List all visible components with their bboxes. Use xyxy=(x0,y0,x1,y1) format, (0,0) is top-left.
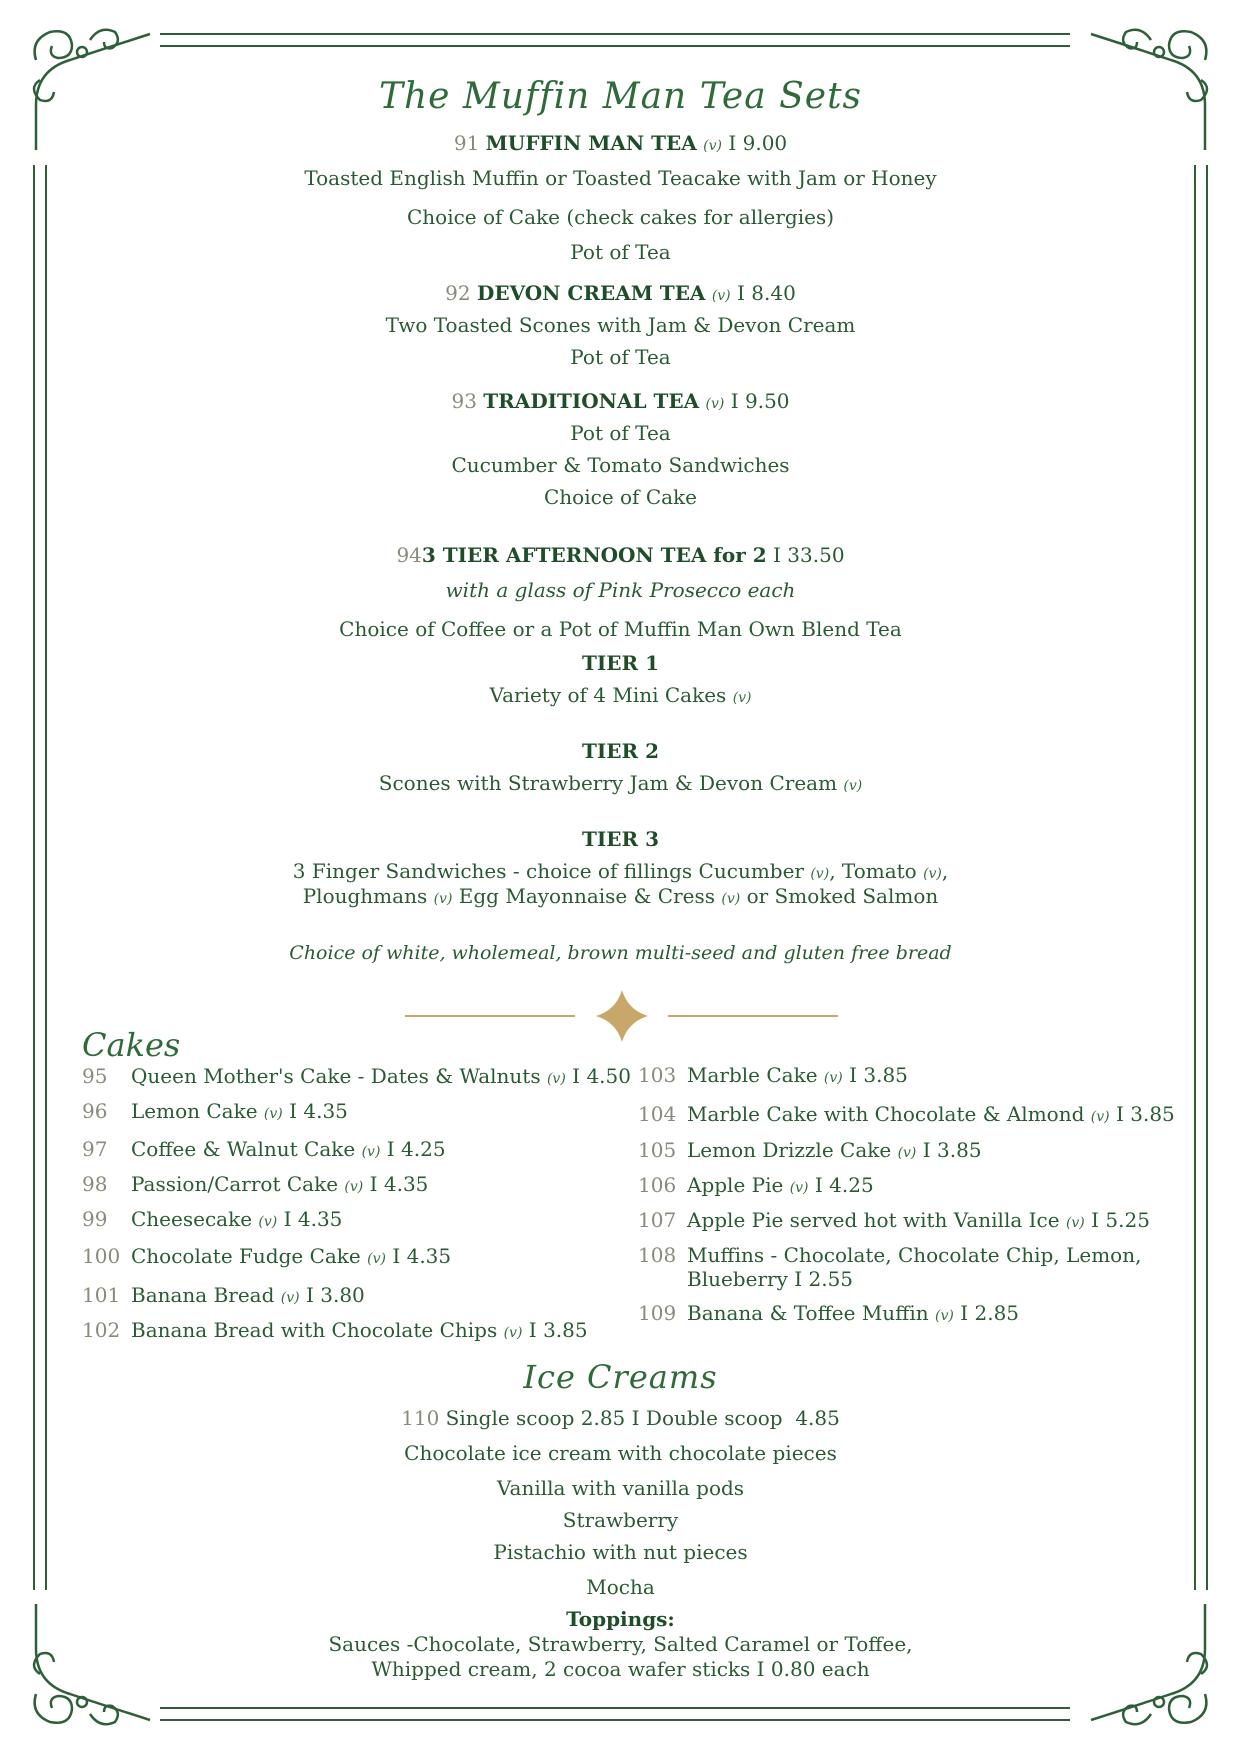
item-name: DEVON CREAM TEA xyxy=(476,281,706,305)
tier-text: Scones with Strawberry Jam & Devon Cream xyxy=(378,771,838,795)
veg-marker: (v) xyxy=(705,396,725,412)
veg-marker: (v) xyxy=(711,288,731,304)
item-number: 106 xyxy=(638,1173,677,1197)
item-number: 110 xyxy=(401,1406,440,1430)
item-name: Lemon Drizzle Cake xyxy=(687,1138,892,1162)
cake-row xyxy=(82,1136,446,1165)
item-price: 8.40 xyxy=(751,281,796,305)
item-number: 105 xyxy=(638,1138,677,1162)
ice-creams-title: Ice Creams xyxy=(523,1358,718,1396)
tier-text: Variety of 4 Mini Cakes xyxy=(489,683,727,707)
item-91-header xyxy=(0,130,1241,159)
item-price: 3.85 xyxy=(863,1063,908,1087)
separator: I xyxy=(756,1657,765,1681)
separator: I xyxy=(794,1267,803,1291)
item-price: 5.25 xyxy=(1105,1208,1150,1232)
tier-3-line-2 xyxy=(0,883,1241,912)
bread-note: Choice of white, wholemeal, brown multi-seed and gluten free bread xyxy=(289,942,952,964)
separator: I xyxy=(283,1207,292,1231)
separator: I xyxy=(289,1099,298,1123)
item-92-header xyxy=(0,280,1241,309)
cake-row xyxy=(638,1242,1141,1268)
cake-row xyxy=(638,1172,874,1201)
separator: I xyxy=(631,1406,640,1430)
item-94-header xyxy=(0,542,1241,568)
item-number: 98 xyxy=(82,1172,108,1196)
tier-1-text xyxy=(0,682,1241,711)
tier-text: or Smoked Salmon xyxy=(746,884,939,908)
item-91-line: Choice of Cake (check cakes for allergies) xyxy=(406,205,835,229)
item-name: Chocolate Fudge Cake xyxy=(131,1244,361,1268)
item-number: 100 xyxy=(82,1244,121,1268)
item-91-line: Toasted English Muffin or Toasted Teacake with Jam or Honey xyxy=(304,166,937,190)
separator: I xyxy=(737,281,745,305)
item-94-drink: Choice of Coffee or a Pot of Muffin Man Own Blend Tea xyxy=(339,617,902,641)
tier-text: , Tomato xyxy=(829,859,917,883)
cakes-title: Cakes xyxy=(82,1026,181,1064)
tea-sets-title: The Muffin Man Tea Sets xyxy=(378,76,863,117)
separator: I xyxy=(369,1172,378,1196)
flavour: Chocolate ice cream with chocolate pieces xyxy=(404,1441,837,1465)
item-price: 4.35 xyxy=(303,1099,348,1123)
item-price: 3.80 xyxy=(320,1283,365,1307)
veg-marker: (v) xyxy=(935,1308,954,1324)
tier-2-label: TIER 2 xyxy=(582,739,659,763)
cake-row xyxy=(82,1098,348,1127)
veg-marker: (v) xyxy=(280,1290,300,1306)
tier-text: 3 Finger Sandwiches - choice of fillings Cucumber xyxy=(292,859,804,883)
veg-marker: (v) xyxy=(923,866,942,882)
flavour: Mocha xyxy=(586,1575,655,1599)
separator: I xyxy=(305,1283,314,1307)
flavour: Vanilla with vanilla pods xyxy=(496,1476,745,1500)
separator: I xyxy=(392,1244,401,1268)
veg-marker: (v) xyxy=(344,1179,364,1195)
item-name: Muffins - Chocolate, Chocolate Chip, Lemon, xyxy=(687,1243,1142,1267)
item-name: 3 TIER AFTERNOON TEA for 2 xyxy=(421,543,767,567)
veg-marker: (v) xyxy=(703,138,722,154)
item-name: Lemon Cake xyxy=(131,1099,258,1123)
tier-3-label: TIER 3 xyxy=(582,827,659,851)
separator: I xyxy=(728,131,737,155)
veg-marker: (v) xyxy=(367,1251,386,1267)
item-price: 4.35 xyxy=(406,1244,452,1268)
veg-marker: (v) xyxy=(258,1214,278,1230)
item-name: Blueberry xyxy=(687,1267,788,1291)
item-110-header xyxy=(0,1405,1241,1431)
cake-row xyxy=(82,1243,451,1272)
cake-row xyxy=(82,1206,342,1235)
item-price: 4.50 xyxy=(586,1064,631,1088)
item-number: 93 xyxy=(451,389,477,413)
separator: I xyxy=(572,1064,581,1088)
toppings-label: Toppings: xyxy=(566,1607,675,1631)
veg-marker: (v) xyxy=(843,778,863,794)
separator: I xyxy=(814,1173,823,1197)
veg-marker: (v) xyxy=(810,866,830,882)
veg-marker: (v) xyxy=(361,1144,381,1160)
veg-marker: (v) xyxy=(546,1071,566,1087)
item-name: Queen Mother's Cake - Dates & Walnuts xyxy=(131,1064,541,1088)
item-number: 94 xyxy=(396,543,422,567)
toppings-text: Whipped cream, 2 cocoa wafer sticks xyxy=(371,1657,751,1681)
item-number: 102 xyxy=(82,1318,121,1342)
item-number: 108 xyxy=(638,1243,677,1267)
item-number: 103 xyxy=(638,1063,677,1087)
cake-row xyxy=(638,1207,1150,1236)
item-number: 96 xyxy=(82,1099,108,1123)
separator: I xyxy=(849,1063,858,1087)
item-price: 4.25 xyxy=(829,1173,874,1197)
item-name: Apple Pie served hot with Vanilla Ice xyxy=(687,1208,1060,1232)
tier-text: , xyxy=(941,859,949,883)
double-scoop-price: 4.85 xyxy=(795,1406,840,1430)
item-number: 92 xyxy=(445,281,471,305)
veg-marker: (v) xyxy=(433,891,453,907)
separator: I xyxy=(922,1138,931,1162)
veg-marker: (v) xyxy=(897,1145,917,1161)
item-number: 99 xyxy=(82,1207,108,1231)
single-scoop: Single scoop 2.85 xyxy=(445,1406,626,1430)
cake-row xyxy=(82,1282,365,1311)
item-number: 109 xyxy=(638,1301,677,1325)
item-92-line: Two Toasted Scones with Jam & Devon Cream xyxy=(385,313,856,337)
separator: I xyxy=(730,389,739,413)
cake-row-continuation xyxy=(687,1266,853,1292)
tier-1-label: TIER 1 xyxy=(582,651,659,675)
cake-row xyxy=(638,1101,1175,1130)
item-number: 91 xyxy=(453,131,480,155)
item-name: Marble Cake xyxy=(687,1063,818,1087)
veg-marker: (v) xyxy=(1090,1109,1110,1125)
double-scoop: Double scoop xyxy=(645,1406,783,1430)
item-92-line: Pot of Tea xyxy=(570,345,671,369)
separator: I xyxy=(1091,1208,1100,1232)
item-93-line: Choice of Cake xyxy=(544,485,697,509)
item-93-line: Cucumber & Tomato Sandwiches xyxy=(451,453,790,477)
item-name: TRADITIONAL TEA xyxy=(483,389,700,413)
veg-marker: (v) xyxy=(263,1106,283,1122)
item-name: Banana Bread xyxy=(131,1283,275,1307)
item-price: 3.85 xyxy=(543,1318,588,1342)
item-name: Marble Cake with Chocolate & Almond xyxy=(687,1102,1085,1126)
item-93-line: Pot of Tea xyxy=(570,421,671,445)
item-price: 2.85 xyxy=(974,1301,1020,1325)
item-price: 4.35 xyxy=(297,1207,343,1231)
cake-row xyxy=(82,1063,631,1092)
veg-marker: (v) xyxy=(1065,1215,1085,1231)
item-number: 104 xyxy=(638,1102,677,1126)
separator: I xyxy=(960,1301,969,1325)
item-name: Coffee & Walnut Cake xyxy=(131,1137,356,1161)
item-number: 97 xyxy=(82,1137,108,1161)
item-price: 4.35 xyxy=(383,1172,429,1196)
item-price: 33.50 xyxy=(787,543,845,567)
item-price: 2.55 xyxy=(808,1267,854,1291)
gold-divider xyxy=(405,990,838,1042)
separator: I xyxy=(386,1137,395,1161)
item-name: Banana & Toffee Muffin xyxy=(687,1301,929,1325)
item-price: 3.85 xyxy=(1130,1102,1175,1126)
star-icon xyxy=(596,990,648,1042)
item-price: 4.25 xyxy=(401,1137,446,1161)
flavour: Strawberry xyxy=(562,1508,679,1532)
item-number: 107 xyxy=(638,1208,677,1232)
item-number: 101 xyxy=(82,1283,121,1307)
item-number: 95 xyxy=(82,1064,108,1088)
item-price: 9.00 xyxy=(742,131,788,155)
veg-marker: (v) xyxy=(732,690,752,706)
veg-marker: (v) xyxy=(789,1180,809,1196)
toppings-price: 0.80 each xyxy=(770,1657,870,1681)
item-name: Apple Pie xyxy=(687,1173,784,1197)
separator: I xyxy=(773,543,781,567)
separator: I xyxy=(1115,1102,1124,1126)
cake-row xyxy=(638,1300,1019,1329)
item-name: Cheesecake xyxy=(131,1207,253,1231)
cake-row xyxy=(638,1062,908,1091)
item-93-header xyxy=(0,388,1241,417)
item-price: 9.50 xyxy=(744,389,790,413)
cake-row xyxy=(638,1137,982,1166)
veg-marker: (v) xyxy=(503,1325,523,1341)
flavour: Pistachio with nut pieces xyxy=(493,1540,748,1564)
tier-2-text xyxy=(0,770,1241,799)
veg-marker: (v) xyxy=(721,891,741,907)
cake-row xyxy=(82,1171,428,1200)
item-price: 3.85 xyxy=(937,1138,982,1162)
toppings-line-2 xyxy=(0,1656,1241,1682)
tier-text: Egg Mayonnaise & Cress xyxy=(458,884,716,908)
item-91-line: Pot of Tea xyxy=(570,240,671,264)
item-name: MUFFIN MAN TEA xyxy=(485,131,697,155)
cake-row xyxy=(82,1317,588,1346)
veg-marker: (v) xyxy=(823,1070,843,1086)
toppings-line-1: Sauces -Chocolate, Strawberry, Salted Caramel or Toffee, xyxy=(328,1632,913,1656)
separator: I xyxy=(528,1318,537,1342)
item-94-subtitle: with a glass of Pink Prosecco each xyxy=(445,578,796,602)
item-name: Banana Bread with Chocolate Chips xyxy=(131,1318,498,1342)
item-name: Passion/Carrot Cake xyxy=(131,1172,339,1196)
tier-text: Ploughmans xyxy=(302,884,428,908)
